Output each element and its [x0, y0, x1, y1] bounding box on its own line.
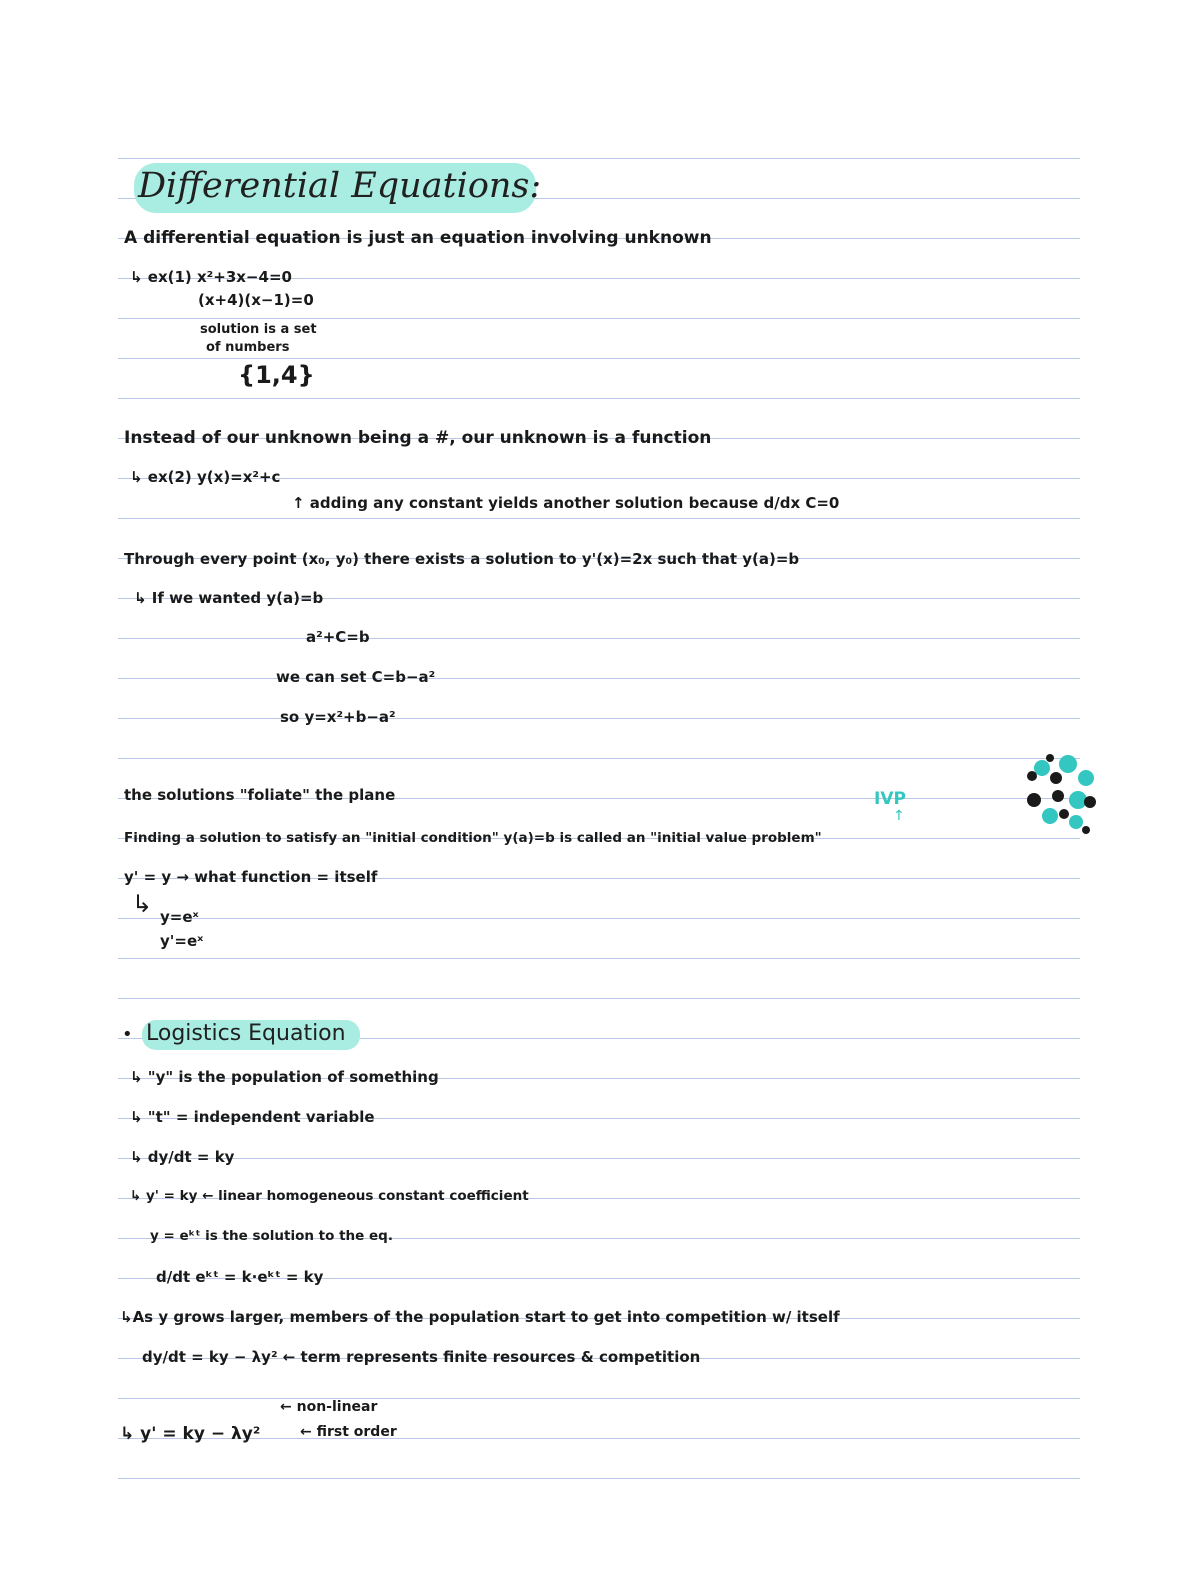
- so-y-line: so y=x²+b−a²: [280, 708, 396, 726]
- solution-line: y = eᵏᵗ is the solution to the eq.: [150, 1228, 393, 1244]
- logistics-heading: Logistics Equation: [146, 1021, 346, 1046]
- bullet-foliate: the solutions "foliate" the plane: [124, 786, 396, 804]
- if-we-wanted-line: ↳ If we wanted y(a)=b: [134, 589, 324, 607]
- final-equation-line: ↳ y' = ky − λy²: [120, 1424, 261, 1444]
- page-title: Differential Equations:: [138, 166, 542, 206]
- linear-homogeneous-line: ↳ y' = ky ← linear homogeneous constant coefficient: [130, 1188, 529, 1204]
- bullet-through-every-point: Through every point (x₀, y₀) there exists a solution to y'(x)=2x such that y(a)=b: [124, 550, 800, 568]
- flower-doodle-icon: [1020, 752, 1104, 836]
- example-1-factored: (x+4)(x−1)=0: [198, 291, 314, 309]
- ivp-label: IVP: [874, 789, 906, 809]
- bullet-definition: A differential equation is just an equation involving unknown: [124, 228, 712, 248]
- example-1-note-2: of numbers: [206, 340, 290, 355]
- y-equals-e-x: y=eˣ: [160, 908, 199, 926]
- example-2-note: ↑ adding any constant yields another solution because d/dx C=0: [292, 494, 840, 512]
- curl-arrow-icon: ↳: [132, 890, 153, 918]
- example-1-note-1: solution is a set: [200, 322, 317, 337]
- example-2-equation: ↳ ex(2) y(x)=x²+c: [130, 468, 281, 486]
- derivative-check-line: d/dt eᵏᵗ = k·eᵏᵗ = ky: [156, 1268, 324, 1286]
- bullet-unknown-function: Instead of our unknown being a #, our unknown is a function: [124, 428, 712, 448]
- ivp-arrow-icon: ↑: [893, 808, 905, 824]
- bullet-y-prime-equals-y: y' = y → what function = itself: [124, 868, 378, 886]
- example-1-solution-set: {1,4}: [238, 361, 315, 389]
- bullet-dot: •: [122, 1024, 133, 1045]
- logistic-equation-line: dy/dt = ky − λy² ← term represents finite resources & competition: [142, 1348, 701, 1366]
- independent-variable-line: ↳ "t" = independent variable: [130, 1108, 375, 1126]
- population-line: ↳ "y" is the population of something: [130, 1068, 439, 1086]
- competition-line: ↳As y grows larger, members of the population start to get into competition w/ itself: [120, 1308, 840, 1326]
- example-1-equation: ↳ ex(1) x²+3x−4=0: [130, 268, 292, 286]
- first-order-label: ← first order: [300, 1424, 397, 1440]
- dy-dt-line: ↳ dy/dt = ky: [130, 1148, 235, 1166]
- set-c-line: we can set C=b−a²: [276, 668, 436, 686]
- a-squared-line: a²+C=b: [306, 628, 370, 646]
- bullet-initial-value-problem: Finding a solution to satisfy an "initial condition" y(a)=b is called an "initial value problem": [124, 830, 822, 846]
- y-prime-equals-e-x: y'=eˣ: [160, 932, 204, 950]
- non-linear-label: ← non-linear: [280, 1399, 378, 1415]
